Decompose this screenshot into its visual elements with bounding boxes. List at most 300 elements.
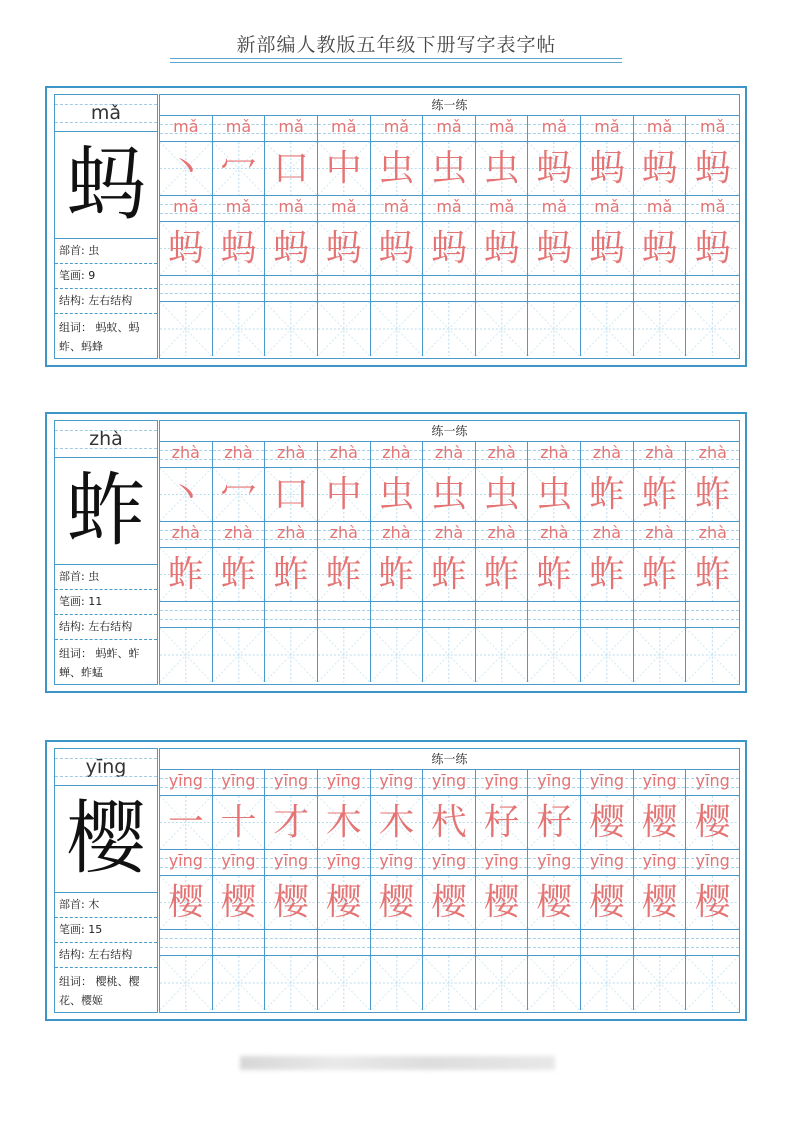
pinyin-cell-empty[interactable] [318, 276, 371, 302]
pinyin-text: zhà [487, 443, 516, 462]
pinyin-cell-empty[interactable] [528, 930, 581, 956]
tian-grid-cell[interactable] [371, 956, 424, 1010]
tian-grid-cell[interactable] [634, 796, 687, 850]
pinyin-text: yīng [168, 771, 203, 790]
pinyin-text: zhà [276, 443, 306, 462]
trace-character: 蚂 [694, 228, 731, 269]
tian-grid-cell[interactable] [371, 468, 424, 522]
pinyin-cell-empty[interactable] [160, 602, 213, 628]
pinyin-text: yīng [589, 851, 625, 870]
trace-character: 蚱 [431, 554, 468, 595]
tian-grid-cell[interactable] [318, 548, 371, 602]
trace-character: 蚂 [536, 228, 573, 269]
char-info-panel [54, 748, 158, 1013]
practice-grid [159, 748, 740, 1013]
tian-grid-cell[interactable] [160, 796, 213, 850]
big-char-box [55, 786, 157, 893]
tian-grid-cell[interactable] [528, 468, 581, 522]
trace-character: 蚱 [641, 474, 678, 515]
trace-character: 丶 [167, 474, 204, 515]
pinyin-text: zhà [224, 443, 253, 462]
pinyin-cell [581, 850, 634, 876]
tian-grid-cell[interactable] [686, 796, 739, 850]
tian-grid-cell[interactable] [423, 876, 476, 930]
pinyin-row [160, 196, 739, 222]
pinyin-cell [476, 442, 529, 468]
tian-grid-cell[interactable] [213, 956, 266, 1010]
tian-grid-cell[interactable] [686, 956, 739, 1010]
tian-grid-cell[interactable] [476, 302, 529, 356]
tian-grid-cell[interactable] [265, 876, 318, 930]
pinyin-cell-empty[interactable] [318, 930, 371, 956]
pinyin-cell-empty[interactable] [686, 276, 739, 302]
pinyin-cell [528, 770, 581, 796]
pinyin-text: yīng [273, 771, 309, 790]
tian-grid-cell[interactable] [423, 796, 476, 850]
pinyin-text: yīng [589, 771, 625, 790]
pinyin-cell-empty[interactable] [423, 602, 476, 628]
trace-row [160, 222, 739, 276]
tian-grid-cell[interactable] [686, 142, 739, 196]
pinyin-text: mǎ [594, 117, 620, 136]
tian-grid-cell[interactable] [581, 302, 634, 356]
trace-character: 口 [273, 148, 310, 189]
blank-practice-row [160, 956, 739, 1010]
trace-character: 杙 [431, 802, 468, 843]
tian-grid-cell[interactable] [318, 142, 371, 196]
pinyin-cell-empty[interactable] [265, 930, 318, 956]
pinyin-text: zhà [487, 523, 516, 542]
trace-character: 蚱 [694, 474, 731, 515]
pinyin-cell-empty[interactable] [213, 930, 266, 956]
pinyin-cell [213, 442, 266, 468]
practice-header: 练一练 [160, 749, 739, 770]
pinyin-cell [634, 522, 687, 548]
char-info-panel [54, 420, 158, 685]
trace-character: 蚱 [588, 474, 625, 515]
trace-character: 蚱 [588, 554, 625, 595]
pinyin-cell [686, 196, 739, 222]
tian-grid-cell[interactable] [318, 468, 371, 522]
card-inner [54, 94, 740, 359]
pinyin-text: yīng [431, 851, 467, 870]
model-character: 樱 [66, 792, 146, 885]
tian-grid-cell[interactable] [686, 876, 739, 930]
pinyin-text: zhà [434, 443, 464, 462]
tian-grid-cell[interactable] [371, 142, 424, 196]
tian-grid-cell[interactable] [686, 302, 739, 356]
pinyin-text: zhà [382, 523, 411, 542]
pinyin-cell [371, 196, 424, 222]
pinyin-cell-empty[interactable] [476, 930, 529, 956]
stroke-count-row: 笔画: 11 [55, 590, 157, 615]
trace-character: 冖 [220, 148, 257, 189]
pinyin-cell [318, 522, 371, 548]
tian-grid-cell[interactable] [686, 548, 739, 602]
practice-card [45, 86, 747, 367]
trace-character: 蚱 [167, 554, 204, 595]
tian-grid-cell[interactable] [265, 548, 318, 602]
tian-grid-cell[interactable] [581, 468, 634, 522]
pinyin-text: mǎ [646, 197, 673, 216]
words-row: 组词： 蚂蚁、蚂蚱、蚂蜂 [59, 321, 140, 353]
pinyin-cell [686, 522, 739, 548]
tian-grid-cell[interactable] [528, 796, 581, 850]
pinyin-cell [528, 116, 581, 142]
tian-grid-cell[interactable] [213, 628, 266, 682]
pinyin-cell-empty[interactable] [371, 602, 424, 628]
pinyin-cell [371, 116, 424, 142]
pinyin-cell [476, 770, 529, 796]
pinyin-cell-empty[interactable] [634, 930, 687, 956]
pinyin-text: mǎ [278, 117, 304, 136]
pinyin-text: mǎ [488, 197, 515, 216]
trace-character: 蚱 [536, 554, 573, 595]
tian-grid-cell[interactable] [160, 468, 213, 522]
pinyin-cell-empty[interactable] [528, 602, 581, 628]
tian-grid-cell[interactable] [686, 628, 739, 682]
tian-grid-cell[interactable] [581, 956, 634, 1010]
tian-grid-cell[interactable] [528, 222, 581, 276]
tian-grid-cell[interactable] [423, 468, 476, 522]
trace-character: 樱 [694, 882, 731, 923]
tian-grid-cell[interactable] [528, 628, 581, 682]
trace-character: 虫 [536, 474, 573, 515]
pinyin-text: zhà [645, 523, 674, 542]
tian-grid-cell[interactable] [371, 222, 424, 276]
radical-row: 部首: 虫 [55, 565, 157, 590]
tian-grid-cell[interactable] [581, 876, 634, 930]
tian-grid-cell[interactable] [581, 222, 634, 276]
trace-character: 中 [325, 474, 362, 515]
tian-grid-cell[interactable] [476, 956, 529, 1010]
pinyin-cell [634, 116, 687, 142]
tian-grid-cell[interactable] [528, 548, 581, 602]
tian-grid-cell[interactable] [265, 142, 318, 196]
tian-grid-cell[interactable] [423, 142, 476, 196]
trace-character: 樱 [378, 882, 415, 923]
pinyin-cell [160, 850, 213, 876]
tian-grid-cell[interactable] [213, 876, 266, 930]
tian-grid-cell[interactable] [213, 142, 266, 196]
structure-row: 结构: 左右结构 [55, 615, 157, 640]
pinyin-cell-empty[interactable] [634, 276, 687, 302]
pinyin-cell-empty[interactable] [265, 602, 318, 628]
pinyin-cell [423, 850, 476, 876]
pinyin-row-empty [160, 276, 739, 302]
pinyin-cell [160, 442, 213, 468]
tian-grid-cell[interactable] [318, 222, 371, 276]
pinyin-cell [213, 850, 266, 876]
pinyin-cell [581, 442, 634, 468]
tian-grid-cell[interactable] [213, 222, 266, 276]
tian-grid-cell[interactable] [634, 876, 687, 930]
tian-grid-cell[interactable] [160, 142, 213, 196]
practice-card [45, 740, 747, 1021]
tian-grid-cell[interactable] [160, 222, 213, 276]
pinyin-cell-empty[interactable] [371, 930, 424, 956]
pinyin-cell [528, 522, 581, 548]
pinyin-text: mǎ [278, 197, 304, 216]
pinyin-cell [528, 196, 581, 222]
tian-grid-cell[interactable] [581, 628, 634, 682]
stroke-count-row: 笔画: 9 [55, 264, 157, 289]
pinyin-cell-empty[interactable] [581, 602, 634, 628]
stroke-order-row [160, 142, 739, 196]
card-inner [54, 420, 740, 685]
pinyin-cell-empty[interactable] [213, 276, 266, 302]
tian-grid-cell[interactable] [265, 956, 318, 1010]
pinyin-cell [318, 442, 371, 468]
pinyin-cell-empty[interactable] [686, 602, 739, 628]
pinyin-text: mǎ [225, 197, 252, 216]
pinyin-row [160, 850, 739, 876]
tian-grid-cell[interactable] [213, 302, 266, 356]
pinyin-cell [634, 850, 687, 876]
pinyin-cell [318, 850, 371, 876]
tian-grid-cell[interactable] [634, 956, 687, 1010]
footer-watermark [240, 1056, 555, 1070]
trace-character: 蚱 [325, 554, 362, 595]
pinyin-cell [371, 770, 424, 796]
practice-grid [159, 420, 740, 685]
stroke-order-row [160, 468, 739, 522]
pinyin-text: mǎ [488, 117, 515, 136]
tian-grid-cell[interactable] [476, 628, 529, 682]
pinyin-text: mǎ [225, 117, 252, 136]
tian-grid-cell[interactable] [528, 876, 581, 930]
tian-grid-cell[interactable] [265, 796, 318, 850]
pinyin-cell-empty[interactable] [634, 602, 687, 628]
trace-character: 蚂 [588, 148, 625, 189]
tian-grid-cell[interactable] [686, 468, 739, 522]
pinyin-cell [476, 116, 529, 142]
tian-grid-cell[interactable] [160, 956, 213, 1010]
tian-grid-cell[interactable] [476, 222, 529, 276]
tian-grid-cell[interactable] [634, 142, 687, 196]
practice-card [45, 412, 747, 693]
tian-grid-cell[interactable] [423, 302, 476, 356]
pinyin-cell [265, 196, 318, 222]
tian-grid-cell[interactable] [160, 876, 213, 930]
tian-grid-cell[interactable] [423, 956, 476, 1010]
char-pinyin: zhà [55, 421, 157, 458]
pinyin-cell [528, 850, 581, 876]
tian-grid-cell[interactable] [634, 548, 687, 602]
pinyin-text: mǎ [173, 117, 199, 136]
trace-character: 樱 [588, 802, 625, 843]
pinyin-cell-empty[interactable] [371, 276, 424, 302]
pinyin-text: yīng [695, 851, 730, 870]
tian-grid-cell[interactable] [160, 628, 213, 682]
tian-grid-cell[interactable] [423, 222, 476, 276]
tian-grid-cell[interactable] [318, 956, 371, 1010]
pinyin-cell [423, 442, 476, 468]
pinyin-cell-empty[interactable] [581, 276, 634, 302]
trace-character: 虫 [483, 148, 520, 189]
tian-grid-cell[interactable] [371, 548, 424, 602]
tian-grid-cell[interactable] [213, 548, 266, 602]
pinyin-text: mǎ [700, 117, 726, 136]
tian-grid-cell[interactable] [371, 876, 424, 930]
trace-character: 丶 [167, 148, 204, 189]
pinyin-text: zhà [540, 523, 569, 542]
pinyin-text: yīng [326, 771, 361, 790]
pinyin-cell [265, 522, 318, 548]
pinyin-row-empty [160, 602, 739, 628]
tian-grid-cell[interactable] [476, 468, 529, 522]
pinyin-cell-empty[interactable] [160, 276, 213, 302]
pinyin-row [160, 770, 739, 796]
trace-character: 蚂 [167, 228, 204, 269]
tian-grid-cell[interactable] [265, 468, 318, 522]
tian-grid-cell[interactable] [213, 468, 266, 522]
pinyin-text: mǎ [331, 197, 357, 216]
trace-character: 虫 [378, 148, 415, 189]
tian-grid-cell[interactable] [528, 142, 581, 196]
trace-character: 蚂 [694, 148, 731, 189]
tian-grid-cell[interactable] [581, 796, 634, 850]
pinyin-cell [528, 442, 581, 468]
tian-grid-cell[interactable] [265, 628, 318, 682]
pinyin-cell [213, 770, 266, 796]
tian-grid-cell[interactable] [213, 796, 266, 850]
pinyin-cell [423, 770, 476, 796]
char-info-panel [54, 94, 158, 359]
pinyin-cell-empty[interactable] [160, 930, 213, 956]
pinyin-cell-empty[interactable] [318, 602, 371, 628]
tian-grid-cell[interactable] [476, 796, 529, 850]
trace-character: 蚂 [641, 228, 678, 269]
tian-grid-cell[interactable] [528, 956, 581, 1010]
pinyin-cell [213, 196, 266, 222]
pinyin-text: zhà [645, 443, 674, 462]
pinyin-text: zhà [329, 443, 358, 462]
trace-character: 才 [273, 802, 310, 843]
char-pinyin: yīng [55, 749, 157, 786]
pinyin-text: mǎ [594, 197, 620, 216]
card-inner [54, 748, 740, 1013]
trace-character: 冖 [220, 474, 257, 515]
tian-grid-cell[interactable] [423, 548, 476, 602]
pinyin-cell [160, 770, 213, 796]
tian-grid-cell[interactable] [476, 142, 529, 196]
trace-character: 樱 [220, 882, 257, 923]
pinyin-cell-empty[interactable] [213, 602, 266, 628]
tian-grid-cell[interactable] [634, 468, 687, 522]
pinyin-cell [476, 196, 529, 222]
pinyin-cell [581, 116, 634, 142]
pinyin-cell-empty[interactable] [686, 930, 739, 956]
pinyin-cell [265, 442, 318, 468]
pinyin-cell [371, 850, 424, 876]
tian-grid-cell[interactable] [528, 302, 581, 356]
trace-character: 樱 [641, 882, 678, 923]
tian-grid-cell[interactable] [318, 876, 371, 930]
tian-grid-cell[interactable] [634, 628, 687, 682]
tian-grid-cell[interactable] [318, 628, 371, 682]
tian-grid-cell[interactable] [581, 142, 634, 196]
pinyin-cell-empty[interactable] [423, 930, 476, 956]
trace-row [160, 876, 739, 930]
trace-character: 蚂 [431, 228, 468, 269]
pinyin-text: zhà [329, 523, 358, 542]
tian-grid-cell[interactable] [476, 548, 529, 602]
pinyin-text: yīng [221, 771, 256, 790]
title-underline-2 [170, 62, 622, 63]
pinyin-text: yīng [379, 851, 414, 870]
trace-character: 蚂 [536, 148, 573, 189]
pinyin-cell [686, 442, 739, 468]
pinyin-cell-empty[interactable] [265, 276, 318, 302]
tian-grid-cell[interactable] [318, 302, 371, 356]
pinyin-cell [476, 522, 529, 548]
pinyin-text: mǎ [331, 117, 357, 136]
words-row: 组词： 樱桃、樱花、樱姬 [59, 975, 140, 1007]
structure-row: 结构: 左右结构 [55, 289, 157, 314]
pinyin-text: mǎ [700, 197, 726, 216]
pinyin-text: zhà [698, 523, 727, 542]
pinyin-cell-empty[interactable] [476, 602, 529, 628]
trace-character: 蚂 [378, 228, 415, 269]
pinyin-text: zhà [592, 443, 622, 462]
tian-grid-cell[interactable] [318, 796, 371, 850]
pinyin-text: yīng [695, 771, 730, 790]
pinyin-cell [581, 196, 634, 222]
tian-grid-cell[interactable] [371, 628, 424, 682]
trace-character: 蚂 [588, 228, 625, 269]
trace-character: 木 [378, 802, 415, 843]
trace-character: 蚂 [325, 228, 362, 269]
tian-grid-cell[interactable] [423, 628, 476, 682]
pinyin-cell-empty[interactable] [476, 276, 529, 302]
pinyin-row-empty [160, 930, 739, 956]
trace-row [160, 548, 739, 602]
trace-character: 杍 [536, 802, 573, 843]
pinyin-cell [371, 522, 424, 548]
pinyin-text: yīng [273, 851, 309, 870]
tian-grid-cell[interactable] [371, 302, 424, 356]
tian-grid-cell[interactable] [476, 876, 529, 930]
words-row: 组词： 蚂蚱、蚱蝉、蚱蜢 [59, 647, 140, 679]
trace-character: 蚱 [378, 554, 415, 595]
structure-row: 结构: 左右结构 [55, 943, 157, 968]
pinyin-cell-empty[interactable] [528, 276, 581, 302]
pinyin-text: yīng [537, 851, 572, 870]
pinyin-text: mǎ [541, 117, 567, 136]
pinyin-cell-empty[interactable] [581, 930, 634, 956]
tian-grid-cell[interactable] [160, 548, 213, 602]
tian-grid-cell[interactable] [371, 796, 424, 850]
tian-grid-cell[interactable] [265, 302, 318, 356]
tian-grid-cell[interactable] [581, 548, 634, 602]
trace-character: 一 [167, 802, 204, 843]
pinyin-cell-empty[interactable] [423, 276, 476, 302]
tian-grid-cell[interactable] [686, 222, 739, 276]
tian-grid-cell[interactable] [160, 302, 213, 356]
big-char-box [55, 458, 157, 565]
pinyin-text: zhà [540, 443, 569, 462]
tian-grid-cell[interactable] [265, 222, 318, 276]
pinyin-cell [634, 196, 687, 222]
tian-grid-cell[interactable] [634, 222, 687, 276]
trace-character: 蚂 [483, 228, 520, 269]
tian-grid-cell[interactable] [634, 302, 687, 356]
trace-character: 蚱 [273, 554, 310, 595]
pinyin-text: zhà [276, 523, 306, 542]
pinyin-cell [265, 850, 318, 876]
pinyin-text: zhà [224, 523, 253, 542]
